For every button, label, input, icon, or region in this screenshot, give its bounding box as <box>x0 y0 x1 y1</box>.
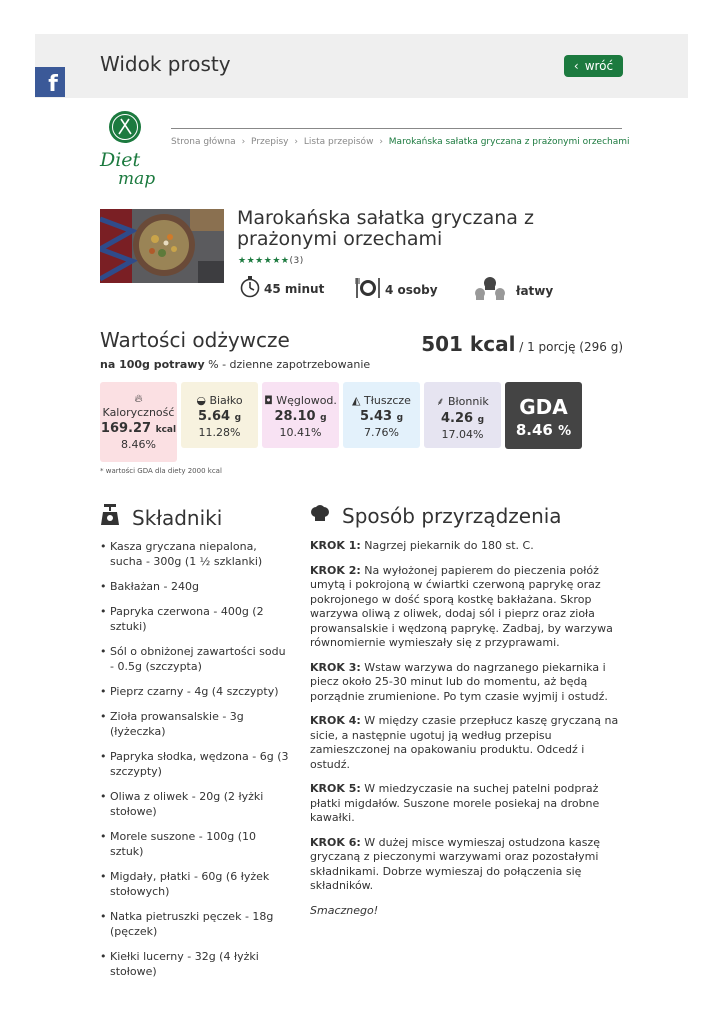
back-button[interactable] <box>564 55 623 77</box>
step-text: Wstaw warzywa do nagrzanego piekarnika i piecz około 25-30 minut lub do momentu, aż będą porządnie zrumienione. Po tym czasie wyjmij i ostudź. <box>310 660 608 703</box>
step-label: KROK 1: <box>310 539 361 552</box>
nutrient-unit: kcal <box>155 425 177 435</box>
gda-unit: % <box>558 424 572 439</box>
nutrition-subtitle-bold: na 100g potrawy <box>100 358 205 371</box>
closing-text: Smacznego! <box>310 903 379 917</box>
nutrient-value: 28.10 <box>274 409 316 424</box>
top-bar <box>35 34 688 98</box>
nutrition-title: Wartości odżywcze <box>100 328 290 352</box>
rating-count: (3) <box>289 256 304 266</box>
star-icon: ★ <box>280 256 290 266</box>
recipe-rating[interactable] <box>238 256 304 266</box>
back-button-label: wróć <box>584 59 614 73</box>
nutrition-subtitle-rest: % - dzienne zapotrzebowanie <box>204 358 371 371</box>
breadcrumb-recipe-list[interactable]: Lista przepisów <box>303 137 374 147</box>
ingredient-item: • Sól o obniżonej zawartości sodu - 0.5g (szczypta) <box>100 644 290 674</box>
step-5 <box>310 782 625 826</box>
prep-time-value: 45 minut <box>264 281 325 296</box>
star-icon: ★ <box>255 256 264 266</box>
step-text: W między czasie przepłucz kaszę gryczaną na sicie, a następnie ugotuj ją według przepisu zamieszczonej na opakowaniu produktu. Odcedź i ostudź. <box>310 714 619 771</box>
nutrient-box-protein <box>181 382 258 448</box>
nutrient-label: Kaloryczność <box>102 406 175 419</box>
nutrient-label: Węglowod. <box>276 394 337 407</box>
step-label: KROK 3: <box>310 660 361 674</box>
step-label: KROK 5: <box>310 782 361 795</box>
step-label: KROK 4: <box>310 714 361 727</box>
star-icons <box>238 256 289 266</box>
step-3 <box>310 661 625 705</box>
difficulty <box>472 276 553 305</box>
step-4 <box>310 714 625 772</box>
page-title: Widok prosty <box>100 52 231 76</box>
nutrient-unit: g <box>234 413 242 423</box>
nutrient-value: 5.43 <box>359 409 393 424</box>
preparation-header <box>310 504 562 528</box>
nutrient-percent: 7.76% <box>364 426 399 439</box>
difficulty-value: łatwy <box>516 283 554 298</box>
ingredient-item: • Morele suszone - 100g (10 sztuk) <box>100 829 290 859</box>
step-2 <box>310 564 625 651</box>
nutrient-unit: g <box>320 413 327 423</box>
nutrient-percent: 8.46% <box>121 438 156 451</box>
gda-title: GDA <box>519 395 568 419</box>
nutrient-value: 4.26 <box>440 411 474 426</box>
prep-time <box>240 276 324 301</box>
nutrient-box-carbs <box>262 382 339 448</box>
flame-icon: 🔥︎ <box>134 392 143 405</box>
servings-value: 4 osoby <box>385 282 438 297</box>
facebook-share-button[interactable] <box>35 67 65 97</box>
nutrient-label: Błonnik <box>447 395 489 408</box>
ingredient-item: • Kiełki lucerny - 32g (4 łyżki stołowe) <box>100 949 290 979</box>
chef-hat-icon <box>310 504 330 528</box>
ingredient-item: • Papryka słodka, wędzona - 6g (3 szczypty) <box>100 749 290 779</box>
preparation-title: Sposób przyrządzenia <box>342 504 562 528</box>
recipe-title: Marokańska sałatka gryczana z prażonymi orzechami <box>237 207 534 250</box>
preparation-steps <box>310 539 625 928</box>
nutrient-label: Tłuszcze <box>364 394 411 407</box>
star-icon: ★ <box>263 256 273 266</box>
nutrient-unit: g <box>396 413 404 423</box>
star-icon: ★ <box>272 256 281 266</box>
nutrient-value: 5.64 <box>197 409 231 424</box>
gda-value: 8.46 <box>515 421 553 439</box>
nutrient-percent: 11.28% <box>198 426 241 439</box>
breadcrumb-current: Marokańska sałatka gryczana z prażonymi orzechami <box>388 137 630 147</box>
fat-icon: ◭ <box>352 394 361 407</box>
nutrient-box-calories <box>100 382 177 462</box>
ingredient-item: • Oliwa z oliwek - 20g (2 łyżki stołowe) <box>100 789 290 819</box>
portion-size: / 1 porcję (296 g) <box>515 340 623 354</box>
step-text: Nagrzej piekarnik do 180 st. C. <box>360 539 534 552</box>
chevron-left-icon: ‹ <box>573 59 579 73</box>
nutrient-unit: g <box>477 415 485 425</box>
step-1 <box>310 539 625 554</box>
gda-box <box>505 382 582 449</box>
star-icon: ★ <box>238 256 247 266</box>
facebook-icon: f <box>48 72 58 97</box>
ingredients-list <box>100 539 290 989</box>
chevron-right-icon: › <box>294 137 298 147</box>
nutrient-box-fat <box>343 382 420 448</box>
chef-hats-icon <box>472 276 508 305</box>
dietmap-logo[interactable] <box>98 110 162 188</box>
chevron-right-icon: › <box>241 137 246 147</box>
logo-text-line2: map <box>118 169 156 188</box>
nutrient-percent: 17.04% <box>441 428 484 441</box>
ingredient-item: • Pieprz czarny - 4g (4 szczypty) <box>100 684 290 699</box>
step-text: W dużej misce wymieszaj ostudzona kaszę gryczaną z pieczonymi warzywami oraz pozostałymi składnikami. Dobrze wymieszaj do połączenia się składników. <box>310 835 600 892</box>
portion-kcal-value: 501 kcal <box>421 332 516 356</box>
step-text: W miedzyczasie na suchej patelni podpraż płatki migdałów. Suszone morele posiekaj na drobne kawałki. <box>310 782 600 824</box>
nutrient-box-fiber <box>424 382 501 448</box>
ingredients-title: Składniki <box>132 505 223 530</box>
ingredient-item: • Zioła prowansalskie - 3g (łyżeczka) <box>100 709 290 739</box>
nutrient-value: 169.27 <box>100 421 152 436</box>
step-text: Na wyłożonej papierem do pieczenia połóż umytą i pokrojoną w ćwiartki czerwoną paprykę oraz pokrojonego w dość sporą kostkę bakłażana. Skrop warzywa oliwą z oliwek, dodaj sól i pieprz oraz zioła prowansalskie i wędzoną paprykę. Zadbaj, by warzywa równomiernie wymieszały się z przyprawami. <box>310 563 613 649</box>
logo-text-line1: Diet <box>100 149 141 171</box>
ingredients-header <box>100 504 222 531</box>
plate-cutlery-icon <box>355 276 381 303</box>
stopwatch-icon <box>240 276 260 301</box>
servings <box>355 276 438 303</box>
nutrient-label: Białko <box>209 394 243 407</box>
ingredient-item: • Migdały, płatki - 60g (6 łyżek stołowych) <box>100 869 290 899</box>
step-label: KROK 2: <box>310 563 361 577</box>
star-icon: ★ <box>246 256 256 266</box>
fiber-icon: ⸙ <box>436 395 445 408</box>
step-label: KROK 6: <box>310 835 361 849</box>
gda-footnote: * wartości GDA dla diety 2000 kcal <box>100 467 222 475</box>
recipe-photo <box>100 209 224 283</box>
protein-icon: ◒ <box>196 394 206 407</box>
breadcrumb-home[interactable]: Strona główna <box>171 137 236 147</box>
breadcrumb-recipes[interactable]: Przepisy <box>251 137 289 147</box>
ingredient-item: • Natka pietruszki pęczek - 18g (pęczek) <box>100 909 290 939</box>
chevron-right-icon: › <box>379 137 383 147</box>
ingredient-item: • Kasza gryczana niepalona, sucha - 300g (1 ½ szklanki) <box>100 539 290 569</box>
breadcrumb-divider <box>171 128 622 129</box>
carbs-icon: ◘ <box>264 394 273 407</box>
nutrition-subtitle <box>100 358 370 371</box>
ingredient-item: • Bakłażan - 240g <box>100 579 290 594</box>
portion-calories <box>421 332 623 356</box>
nutrient-percent: 10.41% <box>279 426 322 439</box>
kitchen-scale-icon <box>100 504 120 531</box>
ingredient-item: • Papryka czerwona - 400g (2 sztuki) <box>100 604 290 634</box>
breadcrumb <box>171 137 630 147</box>
step-6 <box>310 836 625 894</box>
